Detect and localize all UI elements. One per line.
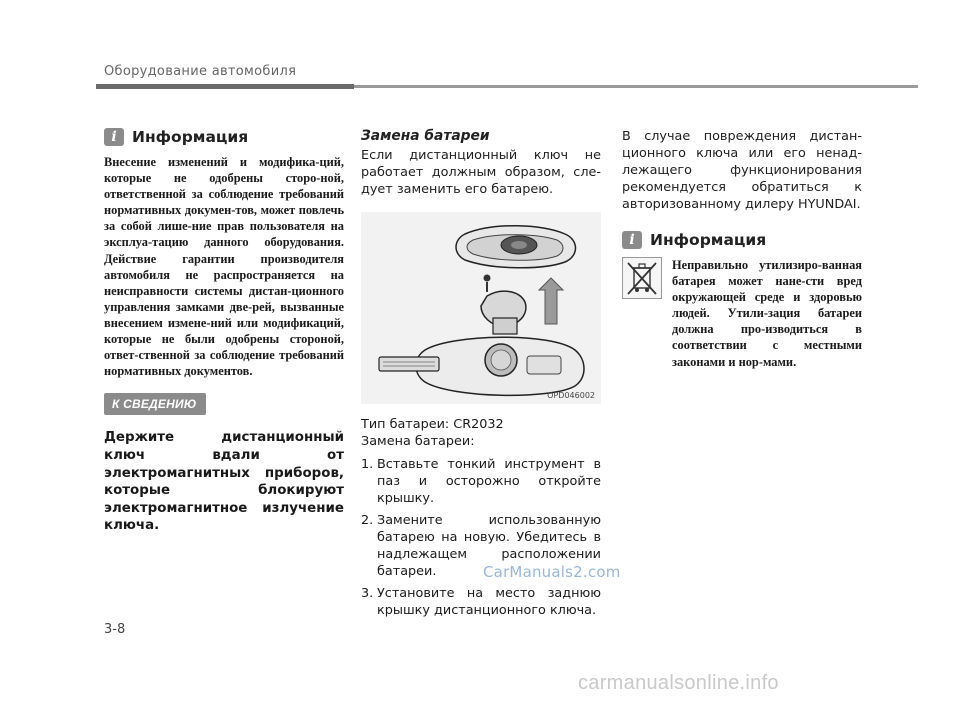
info-title: Информация xyxy=(132,128,249,146)
step-text: Установите на место заднюю крышку дистанционного ключа. xyxy=(377,586,601,618)
key-battery-illustration xyxy=(361,212,601,404)
caution-text: Держите дистанционный ключ вдали от электромагнитных приборов, которые блокируют электромагнитное излучение ключа. xyxy=(104,430,344,534)
step-number: 1. xyxy=(361,457,374,472)
info-title: Информация xyxy=(650,231,767,249)
left-column xyxy=(104,128,344,535)
recycle-note xyxy=(622,257,862,370)
info-heading xyxy=(622,231,862,249)
figure-code: OPD046002 xyxy=(547,391,595,400)
screw-icon xyxy=(484,275,491,293)
key-fob-icon xyxy=(456,226,576,268)
battery-intro: Если дистанционный ключ не работает должным образом, сле-дует заменить его батарею. xyxy=(361,148,601,197)
caution-badge: К СВЕДЕНИЮ xyxy=(104,393,206,415)
info-icon: i xyxy=(622,231,642,249)
header-rule-light xyxy=(354,85,918,88)
step-text: Замените использованную батарею на новую. Убедитесь в надлежащем расположении батареи. xyxy=(377,513,601,579)
crossed-out-bin-icon xyxy=(622,257,662,299)
info-text: Внесение изменений и модифика-ций, которые не одобрены сторо-ной, ответственной за соблюдение требований нормативных докумен-тов, может повлечь за собой лише-ние прав пользователя на эксплуа-тацию данного оборудования. Действие гарантии производителя автомобиля не распространяется на неисправности системы дистан-ционного управления замками две-рей, вызванные внесением измене-ний или модификаций, которые не были одобрены стороной, ответ-ственной за соблюдение требований нормативных документов. xyxy=(104,155,344,379)
key-body-icon xyxy=(379,337,584,395)
back-cover-icon xyxy=(481,291,526,334)
section-header: Оборудование автомобиля xyxy=(104,64,297,79)
header-rule-dark xyxy=(96,84,354,89)
watermark-carmanuals: CarManuals2.com xyxy=(483,563,621,581)
info-heading xyxy=(104,128,344,146)
key-disassembly-drawing xyxy=(361,212,601,404)
right-column xyxy=(622,128,862,370)
battery-section-title: Замена батареи xyxy=(361,128,490,144)
list-item xyxy=(361,456,601,507)
step-number: 2. xyxy=(361,513,374,528)
step-number: 3. xyxy=(361,586,374,601)
recycle-text: Неправильно утилизиро-ванная батарея может нане-сти вред окружающей среде и здоровью людей. Утили-зация батареи должна про-изводиться в соответствии с местными законами и нор-мами. xyxy=(672,258,862,369)
battery-type: Тип батареи: CR2032 xyxy=(361,417,504,432)
watermark-site: carmanualsonline.info xyxy=(578,672,779,694)
arrow-up-icon xyxy=(539,278,563,324)
dealer-advice: В случае повреждения дистан-ционного ключа или его ненад-лежащего функционирования рекомендуется обратиться к авторизованному дилеру HYUNDAI. xyxy=(622,129,862,212)
replacement-steps xyxy=(361,456,601,619)
replacement-label: Замена батареи: xyxy=(361,434,475,449)
list-item xyxy=(361,585,601,619)
page-number: 3-8 xyxy=(104,622,126,637)
info-icon: i xyxy=(104,128,124,146)
middle-column xyxy=(361,128,601,624)
step-text: Вставьте тонкий инструмент в паз и осторожно откройте крышку. xyxy=(377,457,601,506)
